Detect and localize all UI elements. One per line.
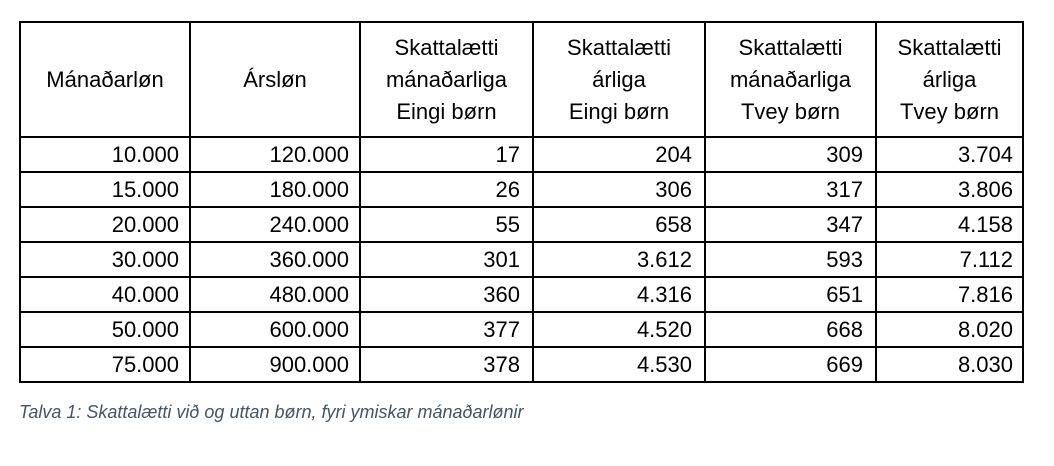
table-cell: 17 (360, 137, 533, 172)
table-cell: 4.520 (533, 312, 705, 347)
table-body (20, 137, 1023, 382)
header-line: Eingi børn (396, 98, 497, 124)
table-cell: 3.704 (876, 137, 1023, 172)
table-cell: 180.000 (190, 172, 360, 207)
table-cell: 3.612 (533, 242, 705, 277)
table-cell: 3.806 (876, 172, 1023, 207)
table-cell: 900.000 (190, 347, 360, 382)
table-header (20, 22, 1023, 137)
table-cell: 40.000 (20, 277, 190, 312)
table-row (20, 347, 1023, 382)
table-cell: 480.000 (190, 277, 360, 312)
header-annual-wage (190, 22, 360, 137)
table-row (20, 207, 1023, 242)
table-row (20, 137, 1023, 172)
table-cell: 658 (533, 207, 705, 242)
table-cell: 4.158 (876, 207, 1023, 242)
table-cell: 301 (360, 242, 533, 277)
tax-relief-table (19, 21, 1024, 383)
table-cell: 120.000 (190, 137, 360, 172)
header-line: Skattalætti (394, 34, 499, 60)
header-line: árliga (922, 66, 977, 92)
table-cell: 651 (705, 277, 876, 312)
header-line: Skattalætti (567, 34, 671, 60)
header-line: mánaðarliga (729, 66, 852, 92)
header-row (20, 22, 1023, 137)
table-cell: 15.000 (20, 172, 190, 207)
table-cell: 10.000 (20, 137, 190, 172)
header-line: Ársløn (243, 66, 307, 92)
table-cell: 55 (360, 207, 533, 242)
header-line: Skattalætti (738, 34, 843, 60)
table-cell: 8.020 (876, 312, 1023, 347)
table-cell: 4.530 (533, 347, 705, 382)
table-cell: 4.316 (533, 277, 705, 312)
header-line: mánaðarliga (385, 66, 508, 92)
header-line: Eingi børn (568, 98, 670, 124)
table-cell: 378 (360, 347, 533, 382)
table-row (20, 242, 1023, 277)
table-row (20, 172, 1023, 207)
table-cell: 240.000 (190, 207, 360, 242)
table-cell: 30.000 (20, 242, 190, 277)
table-cell: 360 (360, 277, 533, 312)
header-line: Skattalætti (897, 34, 1002, 60)
table-cell: 7.112 (876, 242, 1023, 277)
table-cell: 347 (705, 207, 876, 242)
table-cell: 20.000 (20, 207, 190, 242)
table-cell: 377 (360, 312, 533, 347)
table-row (20, 312, 1023, 347)
table-cell: 7.816 (876, 277, 1023, 312)
table-cell: 669 (705, 347, 876, 382)
table-cell: 309 (705, 137, 876, 172)
header-relief-monthly-no-children (360, 22, 533, 137)
header-monthly-wage (20, 22, 190, 137)
table-cell: 8.030 (876, 347, 1023, 382)
header-line: árliga (592, 66, 646, 92)
table-cell: 204 (533, 137, 705, 172)
table-cell: 317 (705, 172, 876, 207)
table-cell: 75.000 (20, 347, 190, 382)
header-relief-monthly-two-children (705, 22, 876, 137)
header-line: Tvey børn (740, 98, 841, 124)
header-line: Tvey børn (899, 98, 1000, 124)
table-cell: 593 (705, 242, 876, 277)
header-relief-annual-two-children (876, 22, 1023, 137)
table-cell: 26 (360, 172, 533, 207)
table-cell: 50.000 (20, 312, 190, 347)
table-caption: Talva 1: Skattalætti við og uttan børn, fyri ymiskar mánaðarlønir (19, 402, 524, 422)
table-cell: 600.000 (190, 312, 360, 347)
table-cell: 306 (533, 172, 705, 207)
table-cell: 668 (705, 312, 876, 347)
header-line: Mánaðarløn (46, 66, 164, 92)
table-cell: 360.000 (190, 242, 360, 277)
header-relief-annual-no-children (533, 22, 705, 137)
table-row (20, 277, 1023, 312)
